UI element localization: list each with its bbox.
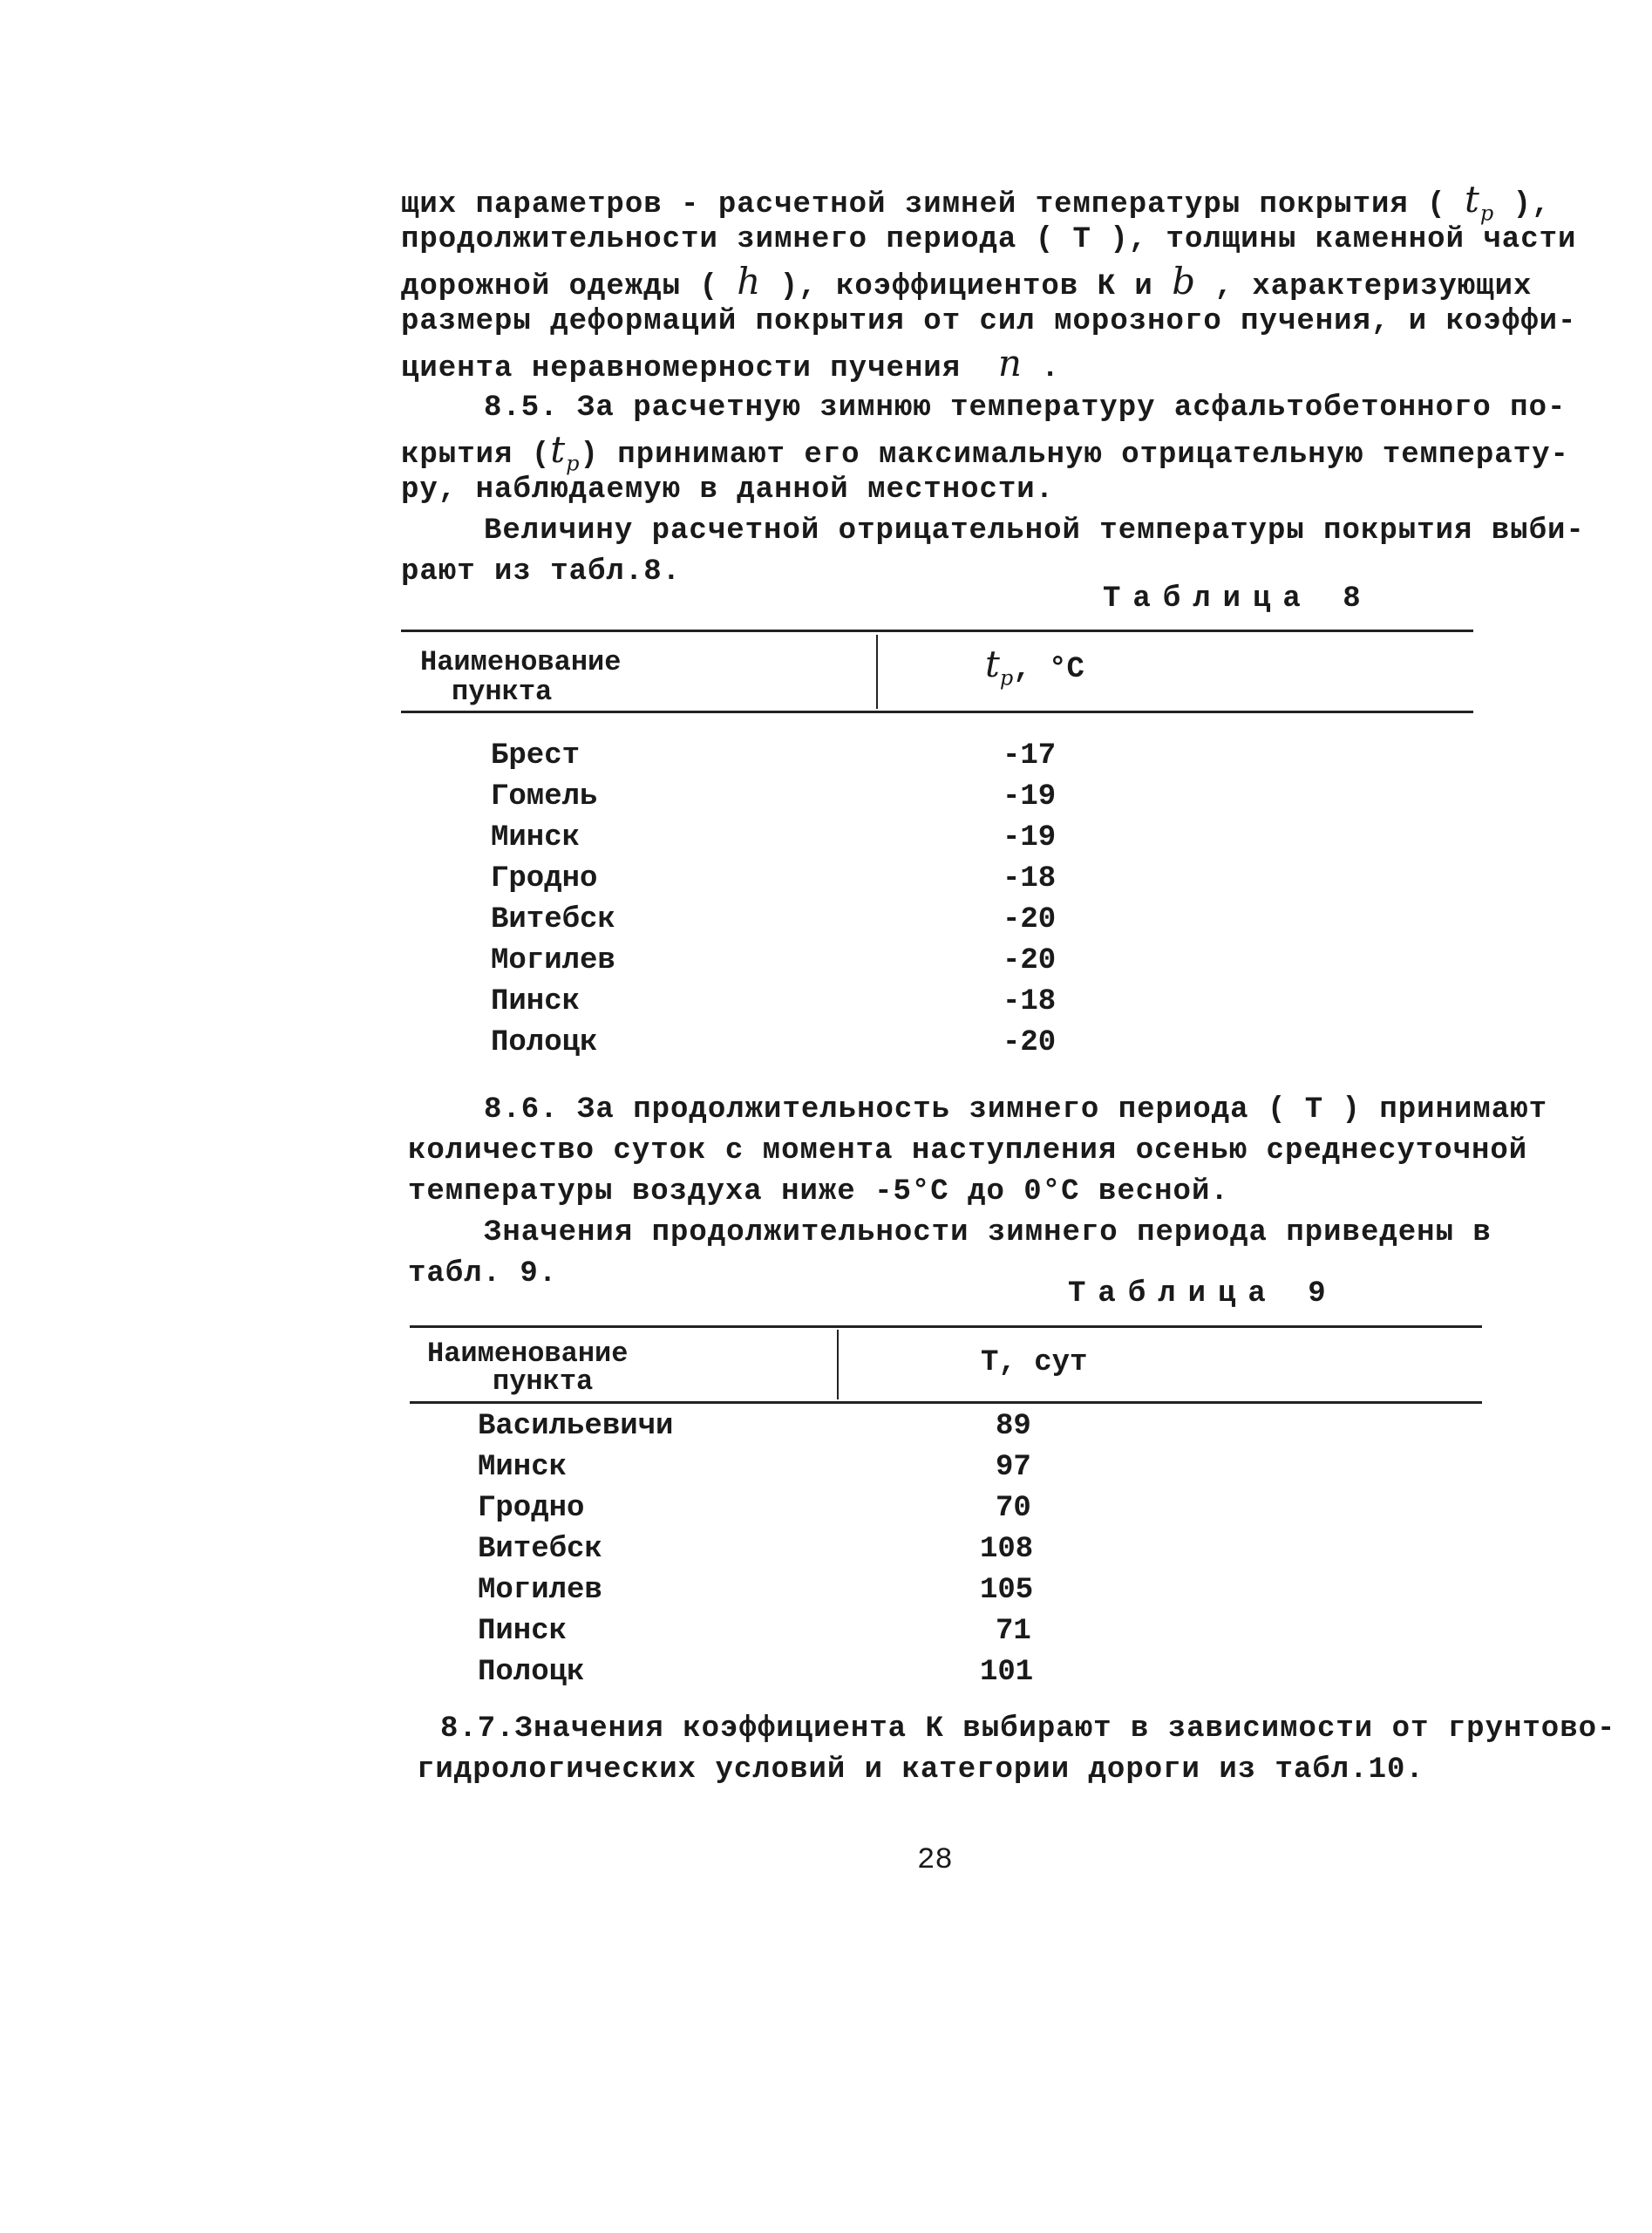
table-row-value: -18 xyxy=(1003,985,1057,1018)
table9-top-rule xyxy=(410,1325,1482,1328)
table8-header-name-2: пункта xyxy=(452,676,553,708)
s85-line-5: рают из табл.8. xyxy=(401,555,682,589)
table-row-value: 71 xyxy=(996,1615,1031,1648)
s87-line-2: гидрологических условий и категории дороги из табл.10. xyxy=(417,1753,1424,1787)
page-number: 28 xyxy=(917,1844,953,1877)
table-row-name: Могилев xyxy=(491,944,615,977)
table-row-value: 105 xyxy=(980,1574,1034,1607)
table9-header-name-2: пункта xyxy=(493,1365,594,1398)
table-row-value: 101 xyxy=(980,1656,1034,1689)
table8-header-name-1: Наименование xyxy=(420,646,622,678)
table-row-name: Полоцк xyxy=(478,1656,585,1689)
table-row-name: Витебск xyxy=(491,903,615,936)
intro-line-4: размеры деформаций покрытия от сил морозного пучения, и коэффи- xyxy=(401,305,1577,338)
s86-line-3: температуры воздуха ниже -5°С до 0°С весной. xyxy=(408,1175,1229,1208)
table-row-value: 70 xyxy=(996,1492,1031,1525)
s86-line-2: количество суток с момента наступления осенью среднесуточной xyxy=(408,1134,1528,1168)
s86-line-4: Значения продолжительности зимнего периода приведены в xyxy=(484,1216,1492,1249)
s85-line-3: ру, наблюдаемую в данной местности. xyxy=(401,473,1055,507)
intro-line-5: циента неравномерности пучения n . xyxy=(401,342,1060,385)
table8-header-value: $t_р$, °С xyxy=(985,643,1084,691)
table8-column-separator xyxy=(876,635,878,709)
table-row-name: Гродно xyxy=(491,862,598,895)
s86-line-5: табл. 9. xyxy=(408,1257,558,1290)
table8-top-rule xyxy=(401,630,1473,632)
table-row-value: -17 xyxy=(1003,739,1057,773)
intro-line-3: дорожной одежды ( h ), коэффициентов К и b , характеризующих xyxy=(401,260,1533,303)
table9-header-rule xyxy=(410,1401,1482,1404)
table-row-value: -18 xyxy=(1003,862,1057,895)
table-row-name: Пинск xyxy=(491,985,581,1018)
table-row-value: -19 xyxy=(1003,780,1057,814)
n-symbol: n xyxy=(997,342,1023,385)
table9-header-value: Т, сут xyxy=(981,1346,1088,1379)
table-row-name: Гомель xyxy=(491,780,598,814)
intro-line-1: щих параметров - расчетной зимней температуры покрытия ( $t_р$ ), xyxy=(401,178,1551,226)
tp-symbol: $t_р$ xyxy=(1465,178,1495,226)
table-row-name: Пинск xyxy=(478,1615,568,1648)
table-row-value: -20 xyxy=(1003,903,1057,936)
table-row-value: -20 xyxy=(1003,944,1057,977)
intro-line-2: продолжительности зимнего периода ( Т ), толщины каменной части xyxy=(401,223,1577,256)
table-row-name: Полоцк xyxy=(491,1026,598,1059)
table-row-name: Гродно xyxy=(478,1492,585,1525)
h-symbol: h xyxy=(737,260,762,303)
s85-line-1: 8.5. За расчетную зимнюю температуру асфальтобетонного по- xyxy=(484,391,1567,425)
b-symbol: b xyxy=(1172,260,1197,303)
table-row-value: -20 xyxy=(1003,1026,1057,1059)
table9-column-separator xyxy=(837,1330,839,1399)
table-row-name: Минск xyxy=(491,821,581,854)
tp-symbol: $t_р$ xyxy=(550,428,581,476)
table-row-name: Минск xyxy=(478,1451,568,1484)
table9-header-name-1: Наименование xyxy=(427,1338,629,1370)
table-row-name: Могилев xyxy=(478,1574,602,1607)
table-row-name: Витебск xyxy=(478,1533,602,1566)
s86-line-1: 8.6. За продолжительность зимнего периода ( Т ) принимают xyxy=(484,1093,1547,1127)
s87-line-1: 8.7.Значения коэффициента К выбирают в зависимости от грунтово- xyxy=(440,1712,1616,1746)
table-row-value: 108 xyxy=(980,1533,1034,1566)
table9-caption: Таблица 9 xyxy=(1068,1277,1338,1311)
table-row-value: 89 xyxy=(996,1410,1031,1443)
table8-caption: Таблица 8 xyxy=(1103,582,1373,616)
table-row-name: Брест xyxy=(491,739,581,773)
s85-line-2: крытия $(t_р)$ принимают его максимальную отрицательную температу- xyxy=(401,428,1569,476)
table8-header-rule xyxy=(401,711,1473,713)
table-row-value: 97 xyxy=(996,1451,1031,1484)
table-row-name: Васильевичи xyxy=(478,1410,674,1443)
table-row-value: -19 xyxy=(1003,821,1057,854)
s85-line-4: Величину расчетной отрицательной температуры покрытия выби- xyxy=(484,514,1585,548)
